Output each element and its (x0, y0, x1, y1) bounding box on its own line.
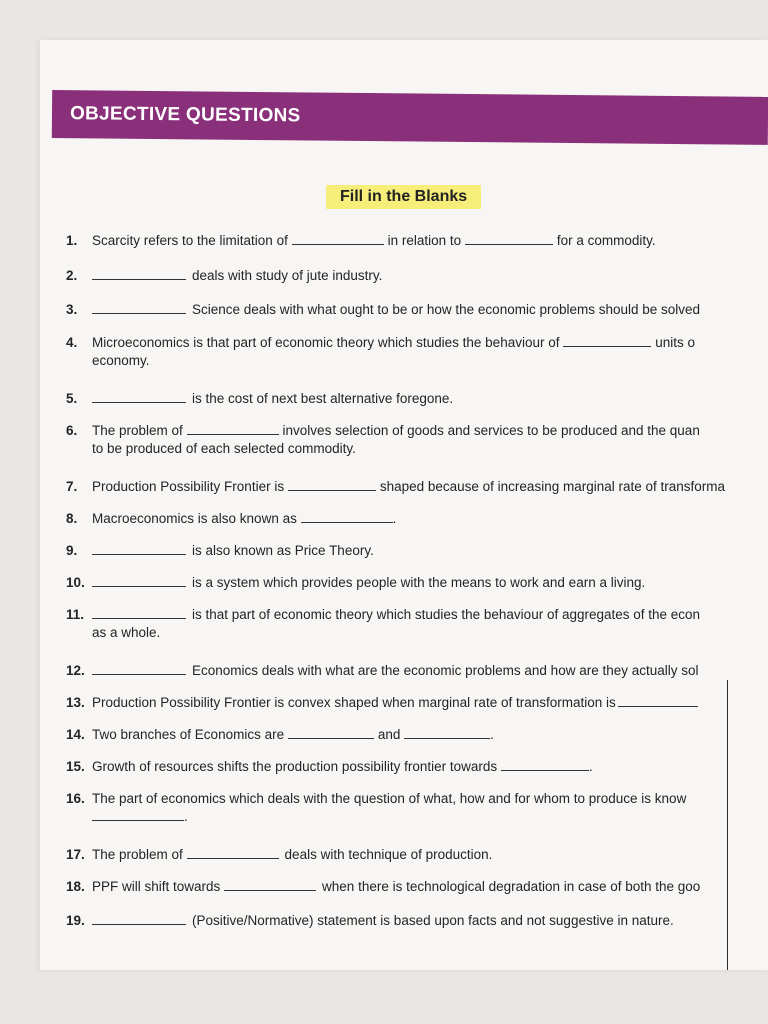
question-number: 13. (66, 695, 85, 710)
question-continuation: as a whole. (92, 625, 161, 640)
question-text: in relation to (387, 233, 465, 248)
question-text: Two branches of Economics are (92, 727, 288, 742)
question-text: Science deals with what ought to be or how the economic problems should be solved (192, 302, 701, 317)
question-text: is the cost of next best alternative foregone. (192, 391, 454, 406)
question-9 (66, 542, 766, 560)
question-number: 16. (66, 791, 85, 806)
question-7 (66, 478, 766, 496)
question-12 (66, 662, 766, 680)
question-text: units o (655, 335, 696, 350)
question-17 (66, 846, 766, 864)
answer-blank (187, 846, 279, 859)
question-number: 4. (66, 335, 78, 350)
answer-blank (404, 726, 490, 739)
question-number: 6. (66, 423, 78, 438)
question-14 (66, 726, 766, 744)
question-13 (66, 694, 766, 712)
question-number: 19. (66, 913, 85, 928)
question-number: 17. (66, 847, 85, 862)
question-text: . (184, 809, 188, 824)
answer-blank (563, 334, 651, 347)
answer-blank (292, 232, 384, 245)
question-text: Economics deals with what are the economic problems and how are they actually sol (192, 663, 699, 678)
answer-blank (301, 510, 393, 523)
answer-blank (288, 726, 374, 739)
question-number: 18. (66, 879, 85, 894)
question-number: 15. (66, 759, 85, 774)
question-text: . (490, 727, 494, 742)
answer-blank (92, 267, 186, 280)
question-number: 14. (66, 727, 85, 742)
question-continuation: economy. (92, 353, 150, 368)
question-6 (66, 422, 766, 458)
question-text: . (588, 759, 593, 774)
question-text: deals with study of jute industry. (192, 268, 383, 283)
question-number: 8. (66, 511, 78, 526)
question-text: deals with technique of production. (284, 847, 493, 862)
question-15 (66, 758, 766, 776)
question-11 (66, 606, 766, 642)
answer-blank (187, 422, 279, 435)
question-16 (66, 790, 766, 826)
question-18 (66, 878, 766, 896)
question-text: for a commodity. (556, 233, 656, 248)
question-text: is that part of economic theory which studies the behaviour of aggregates of the econ (192, 607, 701, 622)
answer-blank (92, 662, 186, 675)
answer-blank (465, 232, 553, 245)
question-text: and (377, 727, 405, 742)
question-text: . (392, 511, 397, 526)
answer-blank (618, 694, 698, 707)
question-number: 3. (66, 302, 78, 317)
question-text: The problem of (92, 847, 187, 862)
question-2 (66, 267, 766, 285)
question-text: Production Possibility Frontier is convex shaped when marginal rate of transformation is (92, 695, 616, 710)
page-edge-line (727, 680, 728, 970)
question-text: The problem of (92, 423, 187, 438)
question-8 (66, 510, 766, 528)
section-title: Fill in the Blanks (326, 185, 481, 209)
answer-blank (92, 606, 186, 619)
question-number: 9. (66, 543, 78, 558)
question-number: 10. (66, 575, 85, 590)
question-10 (66, 574, 766, 592)
question-1 (66, 232, 766, 250)
question-3 (66, 301, 766, 319)
question-text: involves selection of goods and services to be produced and the quan (282, 423, 700, 438)
question-4 (66, 334, 766, 370)
answer-blank (92, 390, 186, 403)
question-text: (Positive/Normative) statement is based upon facts and not suggestive in nature. (192, 913, 674, 928)
question-text: Production Possibility Frontier is (92, 479, 288, 494)
question-text: Macroeconomics is also known as (92, 511, 301, 526)
answer-blank (501, 758, 589, 771)
answer-blank (92, 574, 186, 587)
question-text: is also known as Price Theory. (192, 543, 374, 558)
question-number: 1. (66, 233, 78, 248)
textbook-page (40, 40, 768, 970)
question-text: PPF will shift towards (92, 879, 225, 894)
question-number: 11. (66, 607, 85, 622)
question-text: is a system which provides people with the means to work and earn a living. (192, 575, 646, 590)
question-text: Microeconomics is that part of economic theory which studies the behaviour of (92, 335, 564, 350)
question-continuation: to be produced of each selected commodity. (92, 441, 356, 456)
question-number: 7. (66, 479, 78, 494)
question-text: Growth of resources shifts the production possibility frontier towards (92, 759, 501, 774)
answer-blank (92, 301, 186, 314)
question-list (40, 40, 768, 970)
question-text: Scarcity refers to the limitation of (92, 233, 292, 248)
answer-blank (92, 808, 184, 821)
answer-blank (224, 878, 316, 891)
question-text: when there is technological degradation in case of both the goo (322, 879, 701, 894)
answer-blank (92, 542, 186, 555)
question-continuation (66, 808, 766, 826)
question-text: The part of economics which deals with the question of what, how and for whom to produce is know (92, 791, 687, 806)
question-19 (66, 912, 766, 930)
question-number: 5. (66, 391, 78, 406)
question-number: 2. (66, 268, 78, 283)
question-5 (66, 390, 766, 408)
question-number: 12. (66, 663, 85, 678)
answer-blank (92, 912, 186, 925)
answer-blank (288, 478, 376, 491)
page-title: OBJECTIVE QUESTIONS (69, 103, 301, 127)
question-text: shaped because of increasing marginal rate of transforma (379, 479, 726, 494)
